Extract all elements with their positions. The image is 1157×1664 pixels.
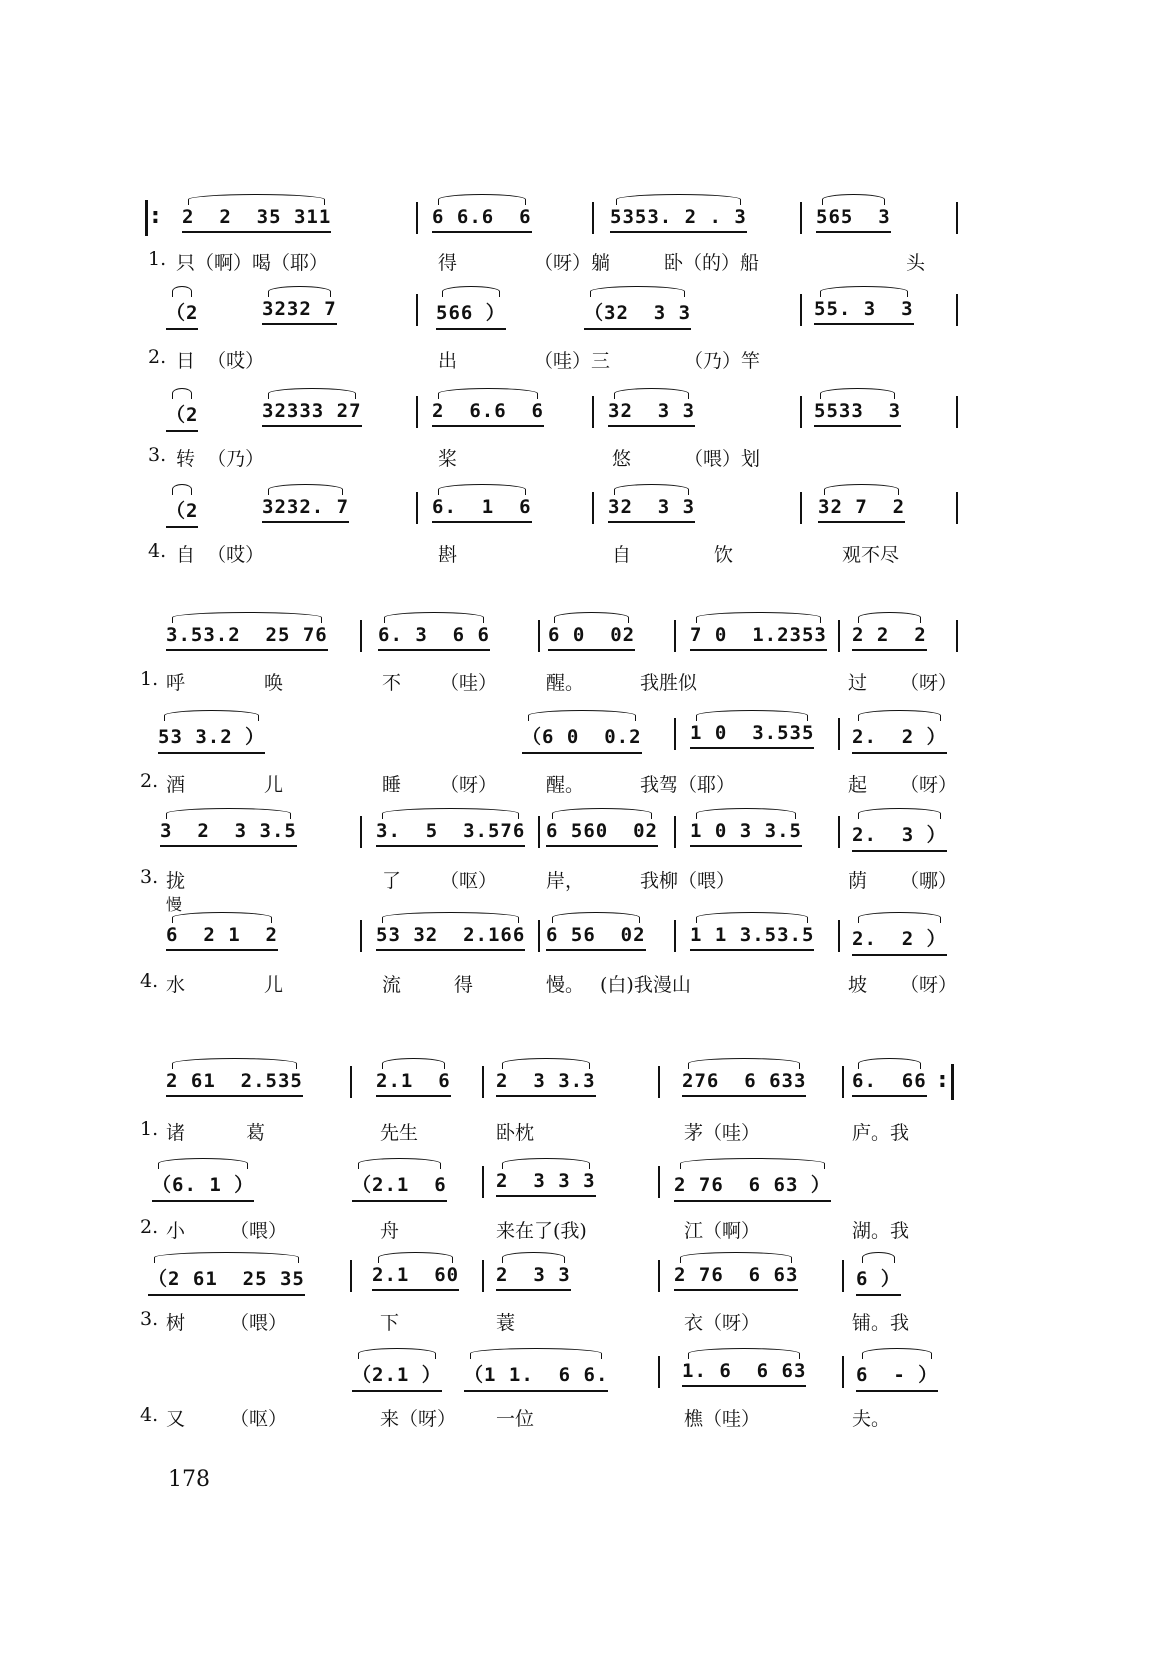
verse-number: 2. <box>140 770 159 792</box>
lyric: 观不尽 <box>842 544 900 566</box>
lyric: 卧枕 <box>496 1122 535 1144</box>
barline <box>838 620 840 652</box>
measure: 6 6.6 6 <box>432 206 532 228</box>
barline <box>800 294 802 326</box>
system-1-alt-melody-3 <box>0 390 1157 438</box>
lyric: （呕） <box>440 870 498 892</box>
measure: 6 56 02 <box>546 924 646 946</box>
lyric: （喂） <box>230 1312 288 1334</box>
lyric: 转 （乃） <box>176 448 265 470</box>
lyric: 茅（哇） <box>684 1122 761 1144</box>
measure: 32 3 3 <box>608 496 696 518</box>
verse-number: 2. <box>140 1216 159 1238</box>
barline <box>956 492 958 524</box>
lyric: 日 （哎） <box>176 350 265 372</box>
lyric: 我胜似 <box>640 672 698 694</box>
lyric: 儿 <box>264 974 284 996</box>
lyric: 流 <box>382 974 402 996</box>
lyric: 卧（的）船 <box>664 252 760 274</box>
barline <box>416 492 418 524</box>
lyric: 只（啊）喝（耶） <box>176 252 329 274</box>
measure: 3232. 7 <box>262 496 350 518</box>
lyric-line-verse-4 <box>0 532 1157 580</box>
barline <box>674 816 676 848</box>
lyric-line-verse-2 <box>0 762 1157 810</box>
measure: 2 76 6 63 <box>674 1264 799 1286</box>
lyric: 荫 <box>848 870 868 892</box>
system-3-melody <box>0 1060 1157 1108</box>
verse-number: 4. <box>140 1404 159 1426</box>
system-1-melody <box>0 196 1157 244</box>
barline <box>674 718 676 750</box>
lyric: 小 <box>166 1220 186 1242</box>
lyric: 葛 <box>246 1122 266 1144</box>
barline <box>592 202 594 234</box>
barline <box>674 620 676 652</box>
measure: （6 0 0.2 <box>522 722 642 749</box>
lyric: 庐。我 <box>852 1122 910 1144</box>
lyric: 水 <box>166 974 186 996</box>
lyric: 不 <box>382 672 402 694</box>
measure: 2.1 60 <box>372 1264 460 1286</box>
lyric: 来（呀） <box>380 1408 457 1430</box>
lyric: 我柳（喂） <box>640 870 736 892</box>
lyric: 樵（哇） <box>684 1408 761 1430</box>
measure: 6 0 02 <box>548 624 636 646</box>
barline <box>956 396 958 428</box>
lyric-line-verse-2 <box>0 1208 1157 1256</box>
measure: 6 ） <box>856 1264 901 1291</box>
lyric-line-verse-3 <box>0 1300 1157 1348</box>
barline <box>350 1260 352 1292</box>
page-number: 178 <box>168 1467 210 1492</box>
verse-number: 4. <box>148 540 167 562</box>
measure: 3232 7 <box>262 298 337 320</box>
measure: （32 3 3 <box>584 298 691 325</box>
measure: 565 3 <box>816 206 891 228</box>
barline <box>956 202 958 234</box>
barline <box>482 1066 484 1098</box>
lyric-line-verse-1 <box>0 1110 1157 1158</box>
lyric: 悠 <box>612 448 632 470</box>
barline <box>360 920 362 952</box>
verse-number: 4. <box>140 970 159 992</box>
lyric: 桨 <box>438 448 458 470</box>
measure: 32 7 2 <box>818 496 906 518</box>
lyric: 舟 <box>380 1220 400 1242</box>
measure: 53 3.2 ） <box>158 722 265 749</box>
lyric: 衣（呀） <box>684 1312 761 1334</box>
barline <box>350 1066 352 1098</box>
lyric: （喂）划 <box>684 448 761 470</box>
barline <box>416 294 418 326</box>
lyric: 出 <box>438 350 458 372</box>
lyric: 饮 <box>714 544 734 566</box>
barline <box>956 620 958 652</box>
measure: 2 2 2 <box>852 624 927 646</box>
lyric: （呀） <box>440 774 498 796</box>
lyric: 一位 <box>496 1408 535 1430</box>
system-2-alt-melody-4 <box>0 914 1157 962</box>
barline <box>482 1260 484 1292</box>
lyric: 斟 <box>438 544 458 566</box>
verse-number: 3. <box>148 444 167 466</box>
barline <box>658 1066 660 1098</box>
lyric: 睡 <box>382 774 402 796</box>
barline <box>842 1356 844 1388</box>
system-2-alt-melody-2 <box>0 712 1157 760</box>
measure: 2 2 35 311 <box>182 206 332 228</box>
measure: 6. 3 6 6 <box>378 624 490 646</box>
lyric: （喂） <box>230 1220 288 1242</box>
repeat-end-sign <box>944 1064 954 1100</box>
lyric: 醒。 <box>546 774 585 796</box>
measure: 32 3 3 <box>608 400 696 422</box>
barline <box>360 620 362 652</box>
measure: （2 <box>166 298 198 325</box>
system-3-alt-melody-4 <box>0 1350 1157 1398</box>
measure: 2 6.6 6 <box>432 400 544 422</box>
lyric: 下 <box>380 1312 400 1334</box>
lyric: （呀） <box>900 974 958 996</box>
lyric: （呕） <box>230 1408 288 1430</box>
measure: （2 61 25 35 <box>148 1264 305 1291</box>
lyric: 夫。 <box>852 1408 891 1430</box>
lyric-line-verse-4 <box>0 1396 1157 1444</box>
repeat-start-sign <box>145 200 155 236</box>
measure: 7 0 1.2353 <box>690 624 827 646</box>
barline <box>956 294 958 326</box>
lyric: 呼 <box>166 672 186 694</box>
lyric: 起 <box>848 774 868 796</box>
barline <box>658 1260 660 1292</box>
barline <box>658 1356 660 1388</box>
measure: 3.53.2 25 76 <box>166 624 328 646</box>
lyric: （哇）三 <box>534 350 611 372</box>
lyric: 江（啊） <box>684 1220 761 1242</box>
measure: 2 3 3 3 <box>496 1170 596 1192</box>
barline <box>800 492 802 524</box>
system-1-alt-melody-4 <box>0 486 1157 534</box>
measure: 2. 2 ） <box>852 722 947 749</box>
barline <box>842 1260 844 1292</box>
system-3-alt-melody-3 <box>0 1254 1157 1302</box>
measure: 53 32 2.166 <box>376 924 526 946</box>
measure: （2.1 6 <box>352 1170 447 1197</box>
barline <box>482 1166 484 1198</box>
verse-number: 3. <box>140 866 159 888</box>
lyric: 又 <box>166 1408 186 1430</box>
lyric: （哪） <box>900 870 958 892</box>
lyric: 得 <box>438 252 458 274</box>
barline <box>674 920 676 952</box>
barline <box>416 202 418 234</box>
lyric: 湖。我 <box>852 1220 910 1242</box>
lyric: 过 <box>848 672 868 694</box>
verse-number: 3. <box>140 1308 159 1330</box>
barline <box>538 920 540 952</box>
lyric: 岸， <box>546 870 585 892</box>
lyric-line-verse-2 <box>0 338 1157 386</box>
tempo-mark: 慢 <box>166 895 183 914</box>
measure: 2 3 3.3 <box>496 1070 596 1092</box>
lyric: （呀）躺 <box>534 252 611 274</box>
measure: （6. 1 ） <box>152 1170 254 1197</box>
system-3-alt-melody-2 <box>0 1160 1157 1208</box>
barline <box>838 718 840 750</box>
measure: 6 - ） <box>856 1360 938 1387</box>
lyric: （呀） <box>900 672 958 694</box>
lyric: 我驾（耶） <box>640 774 736 796</box>
barline <box>838 816 840 848</box>
lyric: 坡 <box>848 974 868 996</box>
measure: （2 <box>166 400 198 427</box>
barline <box>360 816 362 848</box>
barline <box>538 816 540 848</box>
lyric: 醒。 <box>546 672 585 694</box>
barline <box>842 1066 844 1098</box>
lyric: 先生 <box>380 1122 419 1144</box>
lyric: 慢。 <box>546 974 585 996</box>
lyric-line-verse-4 <box>0 962 1157 1010</box>
measure: 6. 66 <box>852 1070 927 1092</box>
measure: 1 0 3 3.5 <box>690 820 802 842</box>
barline <box>800 202 802 234</box>
lyric-line-verse-1 <box>0 660 1157 708</box>
lyric: 得 <box>454 974 474 996</box>
lyric-line-verse-1 <box>0 240 1157 288</box>
measure: 276 6 633 <box>682 1070 807 1092</box>
measure: 566 ） <box>436 298 506 325</box>
lyric: 拢 <box>166 870 186 892</box>
lyric: 自 （哎） <box>176 544 265 566</box>
lyric: 蓑 <box>496 1312 516 1334</box>
measure: 2. 2 ） <box>852 924 947 951</box>
barline <box>658 1166 660 1198</box>
lyric: 酒 <box>166 774 186 796</box>
measure: 2.1 6 <box>376 1070 451 1092</box>
verse-number: 1. <box>140 668 159 690</box>
measure: 5533 3 <box>814 400 902 422</box>
measure: 5353. 2 . 3 <box>610 206 747 228</box>
system-2-melody <box>0 614 1157 662</box>
measure: 1 0 3.535 <box>690 722 815 744</box>
system-1-alt-melody-2 <box>0 288 1157 336</box>
verse-number: 1. <box>140 1118 159 1140</box>
measure: 3. 5 3.576 <box>376 820 526 842</box>
lyric: 了 <box>382 870 402 892</box>
barline <box>800 396 802 428</box>
lyric: 树 <box>166 1312 186 1334</box>
barline <box>416 396 418 428</box>
measure: 2 61 2.535 <box>166 1070 303 1092</box>
measure: 1 1 3.53.5 <box>690 924 815 946</box>
measure: 1. 6 6 63 <box>682 1360 807 1382</box>
barline <box>592 396 594 428</box>
lyric: 唤 <box>264 672 284 694</box>
verse-number: 1. <box>148 248 167 270</box>
lyric: （乃）竿 <box>684 350 761 372</box>
measure: 6. 1 6 <box>432 496 532 518</box>
lyric: （哇） <box>440 672 498 694</box>
measure: 2 3 3 <box>496 1264 571 1286</box>
lyric: 自 <box>612 544 632 566</box>
lyric: 来在了(我) <box>496 1220 587 1242</box>
lyric: 诸 <box>166 1122 186 1144</box>
lyric-line-verse-3 <box>0 436 1157 484</box>
measure: 6 2 1 2 <box>166 924 278 946</box>
measure: 2. 3 ） <box>852 820 947 847</box>
lyric: 铺。我 <box>852 1312 910 1334</box>
measure: 32333 27 <box>262 400 362 422</box>
measure: 2 76 6 63 ） <box>674 1170 831 1197</box>
lyric: （呀） <box>900 774 958 796</box>
measure: （2.1 ） <box>352 1360 442 1387</box>
lyric: 儿 <box>264 774 284 796</box>
barline <box>592 492 594 524</box>
barline <box>838 920 840 952</box>
measure: （1 1. 6 6. <box>464 1360 608 1387</box>
measure: （2 <box>166 496 198 523</box>
lyric: 头 <box>906 252 926 274</box>
lyric: (白)我漫山 <box>600 974 691 996</box>
measure: 3 2 3 3.5 <box>160 820 297 842</box>
measure: 6 560 02 <box>546 820 658 842</box>
measure: 55. 3 3 <box>814 298 914 320</box>
barline <box>538 620 540 652</box>
verse-number: 2. <box>148 346 167 368</box>
system-2-alt-melody-3 <box>0 810 1157 858</box>
